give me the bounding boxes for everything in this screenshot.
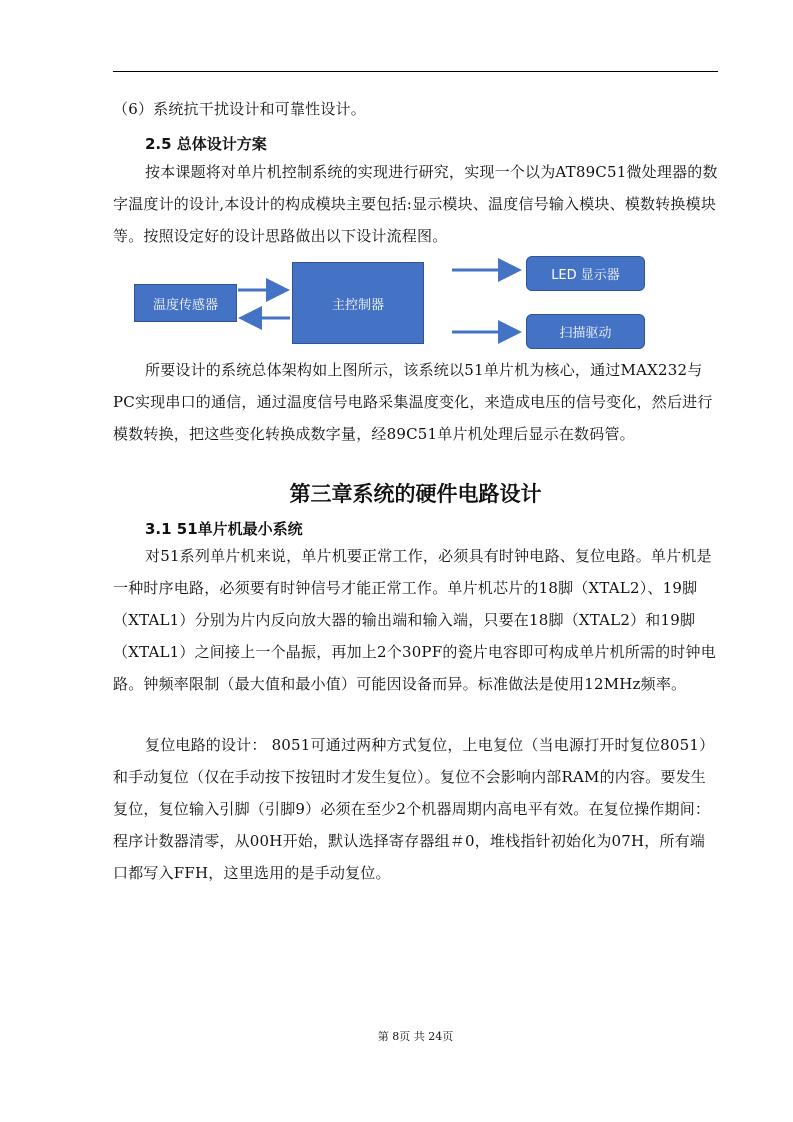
sensor-label: 温度传感器 [152, 297, 218, 313]
heading-3-1: 3.1 51单片机最小系统 [145, 520, 303, 538]
paragraph-2-5: 按本课题将对单片机控制系统的实现进行研究，实现一个以为AT89C51微处理器的数字温度计的设计,本设计的构成模块主要包括:显示模块、温度信号输入模块、模数转换模块等。按照设定好的设计思路做出以下设计流程图。 [113, 163, 718, 245]
led-display-label: LED 显示器 [551, 268, 620, 283]
paragraph-reset: 复位电路的设计： 8051可通过两种方式复位，上电复位（当电源打开时复位8051）和手动复位（仅在手动按下按钮时才发生复位）。复位不会影响内部RAM的内容。要发生复位，复位输入引脚（引脚9）必须在至少2个机器周期内高电平有效。在复位操作期间：程序计数器清零，从00H开始，默认选择寄存器组＃0，堆栈指针初始化为07H，所有端口都写入FFH，这里选用的是手动复位。 [113, 736, 715, 882]
paragraph-architecture: 所要设计的系统总体架构如上图所示，该系统以51单片机为核心，通过MAX232与PC实现串口的通信，通过温度信号电路采集温度变化，来造成电压的信号变化，然后进行模数转换，把这些变化转换成数字量，经89C51单片机处理后显示在数码管。 [113, 361, 713, 443]
controller-label: 主控制器 [331, 297, 384, 313]
scan-driver-label: 扫描驱动 [559, 326, 612, 341]
heading-2-5: 2.5 总体设计方案 [145, 135, 267, 153]
chapter-title: 第三章系统的硬件电路设计 [289, 482, 542, 506]
section-item: （6）系统抗干扰设计和可靠性设计。 [113, 100, 366, 118]
page-footer: 第 8页 共 24页 [377, 1030, 454, 1043]
paragraph-3-1: 对51系列单片机来说，单片机要正常工作，必须具有时钟电路、复位电路。单片机是一种时序电路，必须要有时钟信号才能正常工作。单片机芯片的18脚（XTAL2）、19脚（XTAL1）分别为片内反向放大器的输出端和输入端，只要在18脚（XTAL2）和19脚（XTAL1）之间接上一个晶振，再加上2个30PF的瓷片电容即可构成单片机所需的时钟电路。钟频率限制（最大值和最小值）可能因设备而异。标准做法是使用12MHz频率。 [113, 547, 716, 693]
